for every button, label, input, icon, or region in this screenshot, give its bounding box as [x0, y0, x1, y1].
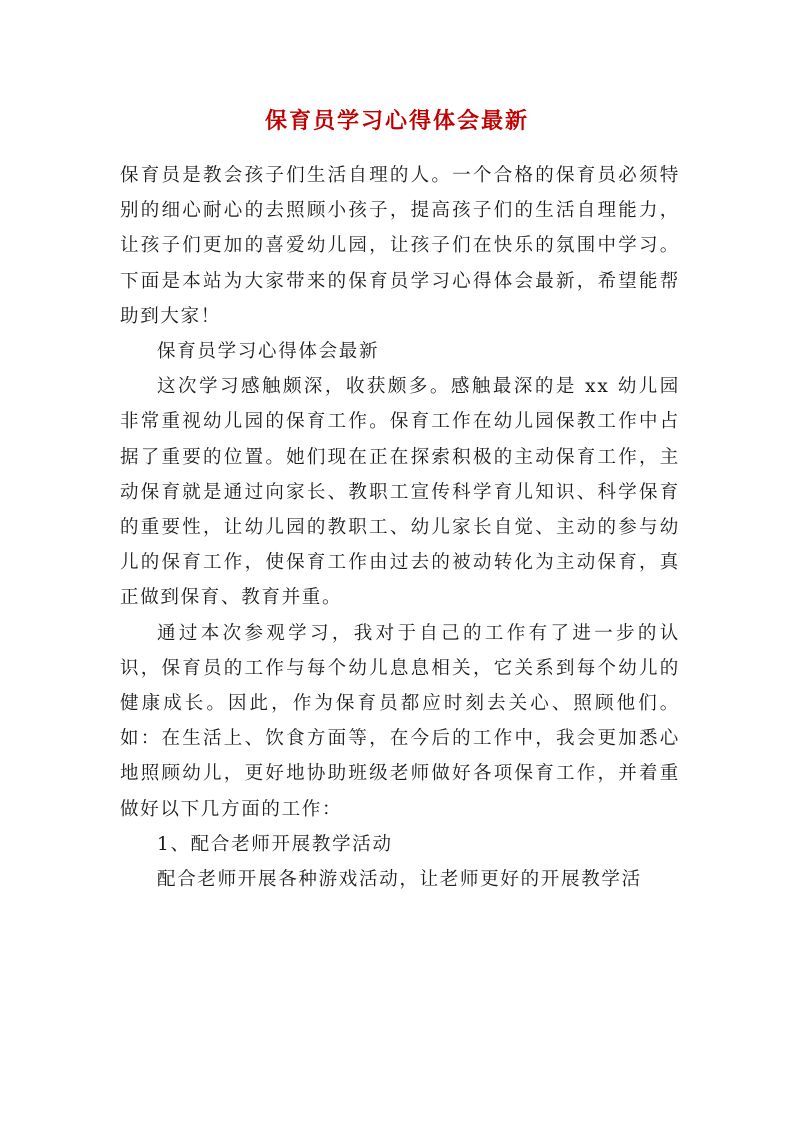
- intro-paragraph: 保育员是教会孩子们生活自理的人。一个合格的保育员必须特别的细心耐心的去照顾小孩子，提高孩子们的生活自理能力，让孩子们更加的喜爱幼儿园，让孩子们在快乐的氛围中学习。下面是本站为大家带来的保育员学习心得体会最新，希望能帮助到大家！: [120, 165, 680, 327]
- paragraph-2: 通过本次参观学习，我对于自己的工作有了进一步的认识，保育员的工作与每个幼儿息息相关，它关系到每个幼儿的健康成长。因此，作为保育员都应时刻去关心、照顾他们。如：在生活上、饮食方面等，在今后的工作中，我会更加悉心地照顾幼儿，更好地协助班级老师做好各项保育工作，并着重做好以下几方面的工作：: [120, 622, 680, 820]
- paragraph-1: 这次学习感触颇深，收获颇多。感触最深的是 xx 幼儿园非常重视幼儿园的保育工作。保育工作在幼儿园保教工作中占据了重要的位置。她们现在正在探索积极的主动保育工作，主动保育就是通过向家长、教职工宣传科学育儿知识、科学保育的重要性，让幼儿园的教职工、幼儿家长自觉、主动的参与幼儿的保育工作，使保育工作由过去的被动转化为主动保育，真正做到保育、教育并重。: [120, 376, 680, 609]
- document-title: 保育员学习心得体会最新: [264, 108, 529, 134]
- heading-1: 1、配合老师开展教学活动: [157, 833, 393, 855]
- paragraph-3: 配合老师开展各种游戏活动，让老师更好的开展教学活: [157, 869, 642, 891]
- document-body: [120, 158, 680, 897]
- section-subtitle: 保育员学习心得体会最新: [157, 341, 380, 363]
